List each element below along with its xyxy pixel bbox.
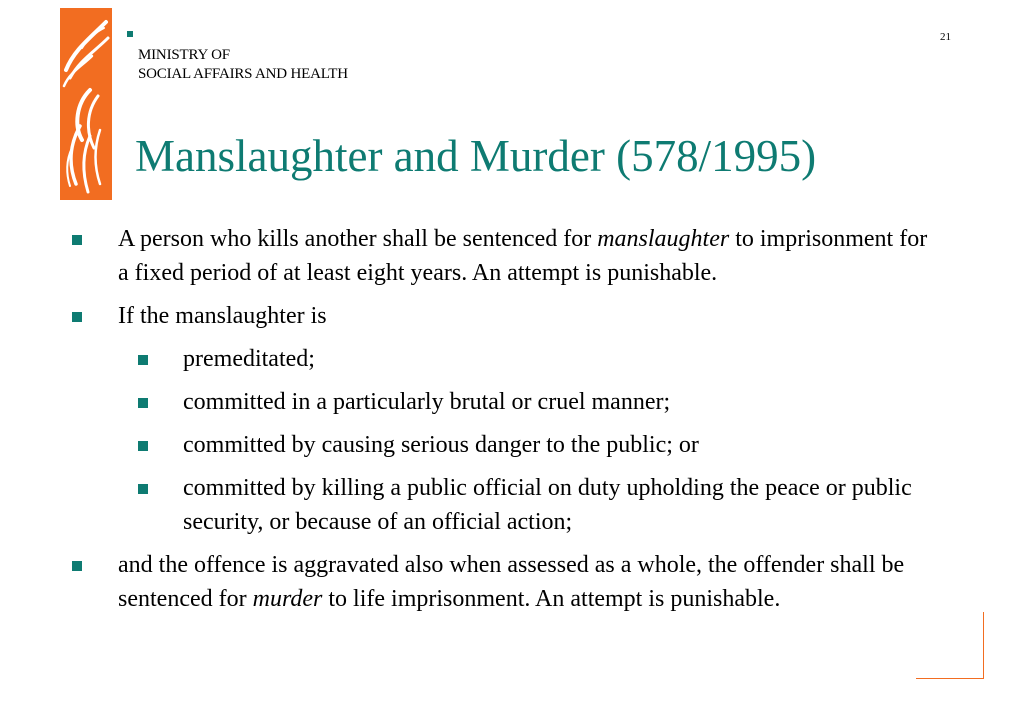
square-bullet-icon: [138, 441, 148, 451]
sub-bullet-item-brutal: [0, 385, 923, 419]
header-square-icon: [127, 31, 133, 37]
page-number: 21: [940, 31, 951, 43]
square-bullet-icon: [72, 312, 82, 322]
sub-bullet-item-public-official: [0, 471, 923, 539]
ministry-name: [138, 46, 348, 84]
flame-logo-icon: [60, 8, 112, 200]
square-bullet-icon: [72, 561, 82, 571]
bullet-text-pre: A person who kills another shall be sentenced for: [118, 226, 598, 252]
square-bullet-icon: [138, 355, 148, 365]
bullet-text-pre: and the offence is aggravated also when assessed as a whole, the offender shall be sentenced for: [118, 552, 905, 612]
square-bullet-icon: [138, 398, 148, 408]
sub-bullet-text: committed by causing serious danger to the public; or: [183, 432, 699, 458]
bullet-list: [0, 222, 1024, 625]
bullet-item-manslaughter: [0, 222, 938, 290]
bullet-text: If the manslaughter is: [118, 303, 327, 329]
corner-decoration-horizontal: [916, 678, 984, 679]
bullet-text-post: to imprisonment for a fixed period of at least eight years. An attempt is punishable.: [118, 226, 928, 286]
ministry-line-1: MINISTRY OF: [138, 47, 230, 63]
bullet-item-murder: [0, 548, 938, 616]
sub-bullet-text: premeditated;: [183, 346, 315, 372]
sub-bullet-item-premeditated: [0, 342, 923, 376]
slide-title: Manslaughter and Murder (578/1995): [135, 131, 817, 181]
square-bullet-icon: [138, 484, 148, 494]
bullet-item-conditions: [0, 299, 938, 333]
sub-bullet-item-public-danger: [0, 428, 923, 462]
bullet-text-emphasis: manslaughter: [597, 226, 730, 252]
ministry-line-2: SOCIAL AFFAIRS AND HEALTH: [138, 66, 348, 82]
bullet-text-emphasis: murder: [252, 586, 323, 612]
square-bullet-icon: [72, 235, 82, 245]
corner-decoration-vertical: [983, 612, 984, 679]
ministry-logo: [60, 8, 112, 200]
sub-bullet-text: committed by killing a public official on duty upholding the peace or public security, or because of an official action;: [183, 475, 912, 535]
bullet-text-post: to life imprisonment. An attempt is punishable.: [322, 586, 781, 612]
sub-bullet-text: committed in a particularly brutal or cruel manner;: [183, 389, 671, 415]
